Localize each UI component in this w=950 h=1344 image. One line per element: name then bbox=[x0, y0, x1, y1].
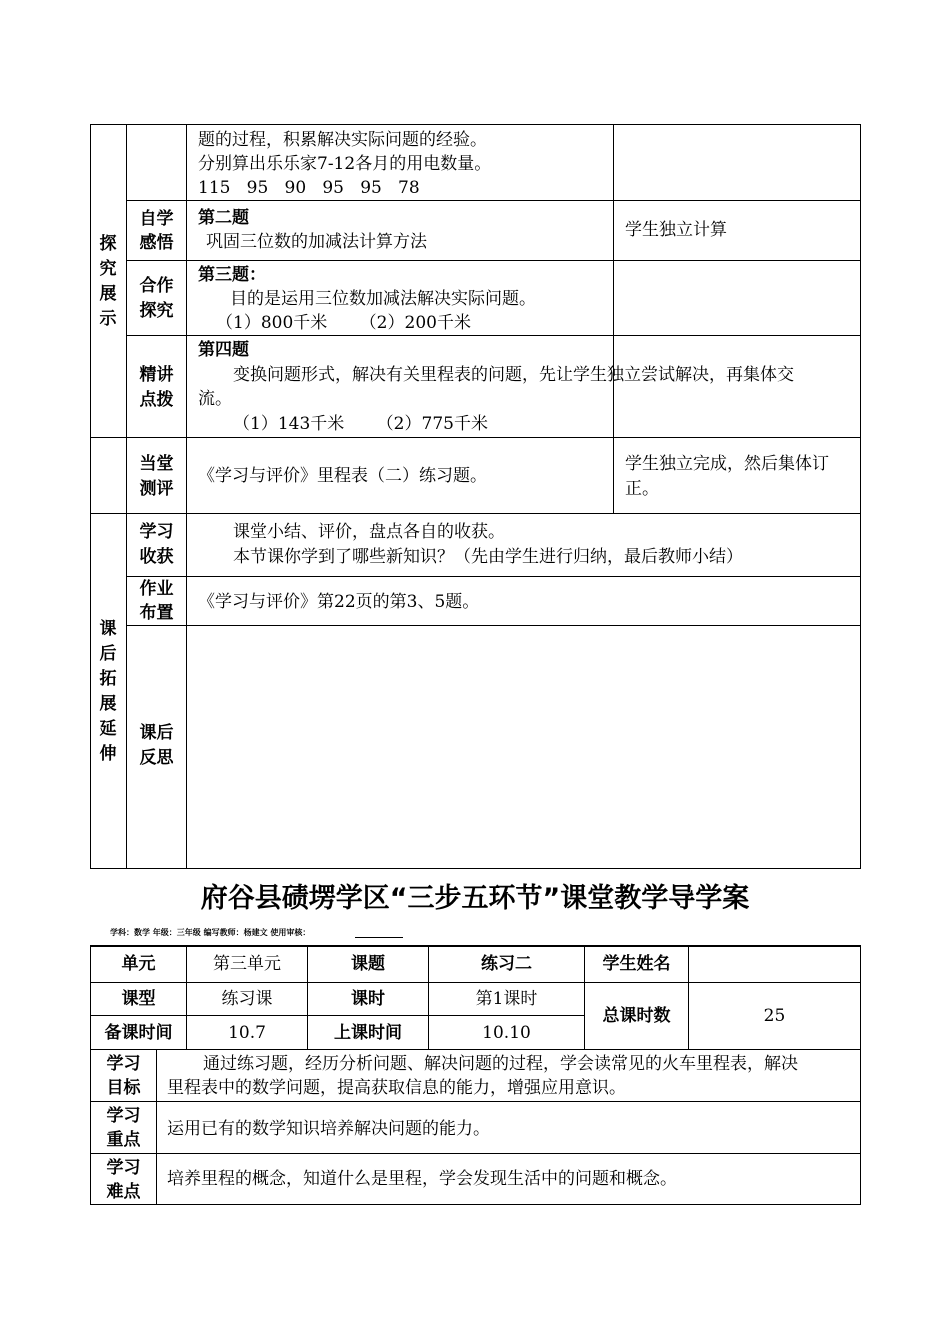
difficulty-points: 培养里程的概念，知道什么是里程，学会发现生活中的问题和概念。 bbox=[167, 1169, 677, 1189]
goal-line-1: 通过练习题，经历分析问题、解决问题的过程，学会读常见的火车里程表，解决 bbox=[203, 1054, 798, 1074]
xuexi-label-1: 学习 bbox=[139, 522, 174, 542]
dangtang-content: 《学习与评价》里程表（二）练习题。 bbox=[198, 466, 487, 486]
fansi-label-1: 课后 bbox=[139, 723, 174, 743]
xuexi-label-2: 收获 bbox=[139, 547, 174, 567]
class-time-label: 上课时间 bbox=[334, 1023, 402, 1043]
topic-value: 练习二 bbox=[481, 954, 532, 974]
jingjiang-answers: （1）143千米 （2）775千米 bbox=[233, 414, 488, 434]
zuoye-label-1: 作业 bbox=[139, 579, 174, 599]
dangtang-label-2: 测评 bbox=[139, 479, 174, 499]
hezuo-content: 目的是运用三位数加减法解决实际问题。 bbox=[230, 289, 536, 309]
jingjiang-content-2: 流。 bbox=[198, 389, 232, 409]
xuexi-content-1: 课堂小结、评价，盘点各自的收获。 bbox=[233, 522, 505, 542]
period-label: 课时 bbox=[351, 989, 385, 1009]
hezuo-title: 第三题： bbox=[198, 265, 266, 285]
zixue-label-1: 自学 bbox=[139, 209, 174, 229]
goal-label-2: 目标 bbox=[106, 1078, 141, 1098]
jingjiang-content-1: 变换问题形式，解决有关里程表的问题，先让学生独立尝试解决，再集体交 bbox=[233, 365, 794, 385]
prep-time-value: 10.7 bbox=[228, 1023, 266, 1043]
section-after-label bbox=[96, 617, 120, 767]
dangtang-note-2: 正。 bbox=[625, 479, 659, 499]
zixue-note: 学生独立计算 bbox=[625, 220, 727, 240]
xuexi-content-2: 本节课你学到了哪些新知识？（先由学生进行归纳，最后教师小结） bbox=[233, 547, 743, 567]
hezuo-answers: （1）800千米 （2）200千米 bbox=[216, 313, 471, 333]
difficulty-label-2: 难点 bbox=[106, 1182, 141, 1202]
key-label-1: 学习 bbox=[106, 1106, 141, 1126]
zixue-content: 巩固三位数的加减法计算方法 bbox=[206, 232, 427, 252]
total-hours-label: 总课时数 bbox=[602, 1006, 671, 1026]
section-explore-label bbox=[96, 232, 120, 332]
meta-underline bbox=[355, 937, 403, 938]
key-label-2: 重点 bbox=[106, 1130, 141, 1150]
jingjiang-title: 第四题 bbox=[198, 340, 249, 360]
row1-line-2: 分别算出乐乐家7-12各月的用电数量。 bbox=[198, 154, 492, 174]
student-name-label: 学生姓名 bbox=[602, 954, 671, 974]
section-after-text: 课后拓展延伸 bbox=[99, 619, 117, 764]
type-value: 练习课 bbox=[221, 989, 273, 1009]
prep-time-label: 备课时间 bbox=[104, 1023, 173, 1043]
dangtang-label-1: 当堂 bbox=[139, 454, 174, 474]
class-time-value: 10.10 bbox=[482, 1023, 531, 1043]
zuoye-content: 《学习与评价》第22页的第3、5题。 bbox=[198, 592, 480, 612]
topic-label: 课题 bbox=[351, 954, 385, 974]
total-hours-value: 25 bbox=[763, 1006, 786, 1026]
fansi-label-2: 反思 bbox=[139, 748, 174, 768]
unit-label: 单元 bbox=[121, 954, 156, 974]
row1-line-3: 115 95 90 95 95 78 bbox=[198, 178, 420, 198]
document-title: 府谷县碛塄学区“三步五环节”课堂教学导学案 bbox=[200, 883, 750, 914]
zixue-label-2: 感悟 bbox=[139, 233, 174, 253]
type-label: 课型 bbox=[121, 989, 156, 1009]
jingjiang-label-1: 精讲 bbox=[139, 365, 174, 385]
period-value: 第1课时 bbox=[475, 989, 538, 1009]
dangtang-note-1: 学生独立完成，然后集体订 bbox=[625, 454, 829, 474]
goal-label-1: 学习 bbox=[106, 1054, 141, 1074]
row1-line-1: 题的过程，积累解决实际问题的经验。 bbox=[198, 130, 487, 150]
section-explore-text: 探究展示 bbox=[99, 234, 117, 329]
zixue-title: 第二题 bbox=[198, 208, 249, 228]
unit-value: 第三单元 bbox=[213, 954, 281, 974]
zuoye-label-2: 布置 bbox=[139, 603, 174, 623]
difficulty-label-1: 学习 bbox=[106, 1158, 141, 1178]
meta-line: 学科：数学 年级：三年级 编写教师：杨建文 使用审核： bbox=[110, 928, 311, 937]
hezuo-label-1: 合作 bbox=[139, 276, 174, 296]
key-points: 运用已有的数学知识培养解决问题的能力。 bbox=[167, 1119, 490, 1139]
hezuo-label-2: 探究 bbox=[139, 301, 174, 321]
goal-line-2: 里程表中的数学问题，提高获取信息的能力，增强应用意识。 bbox=[167, 1078, 626, 1098]
jingjiang-label-2: 点拨 bbox=[139, 390, 174, 410]
